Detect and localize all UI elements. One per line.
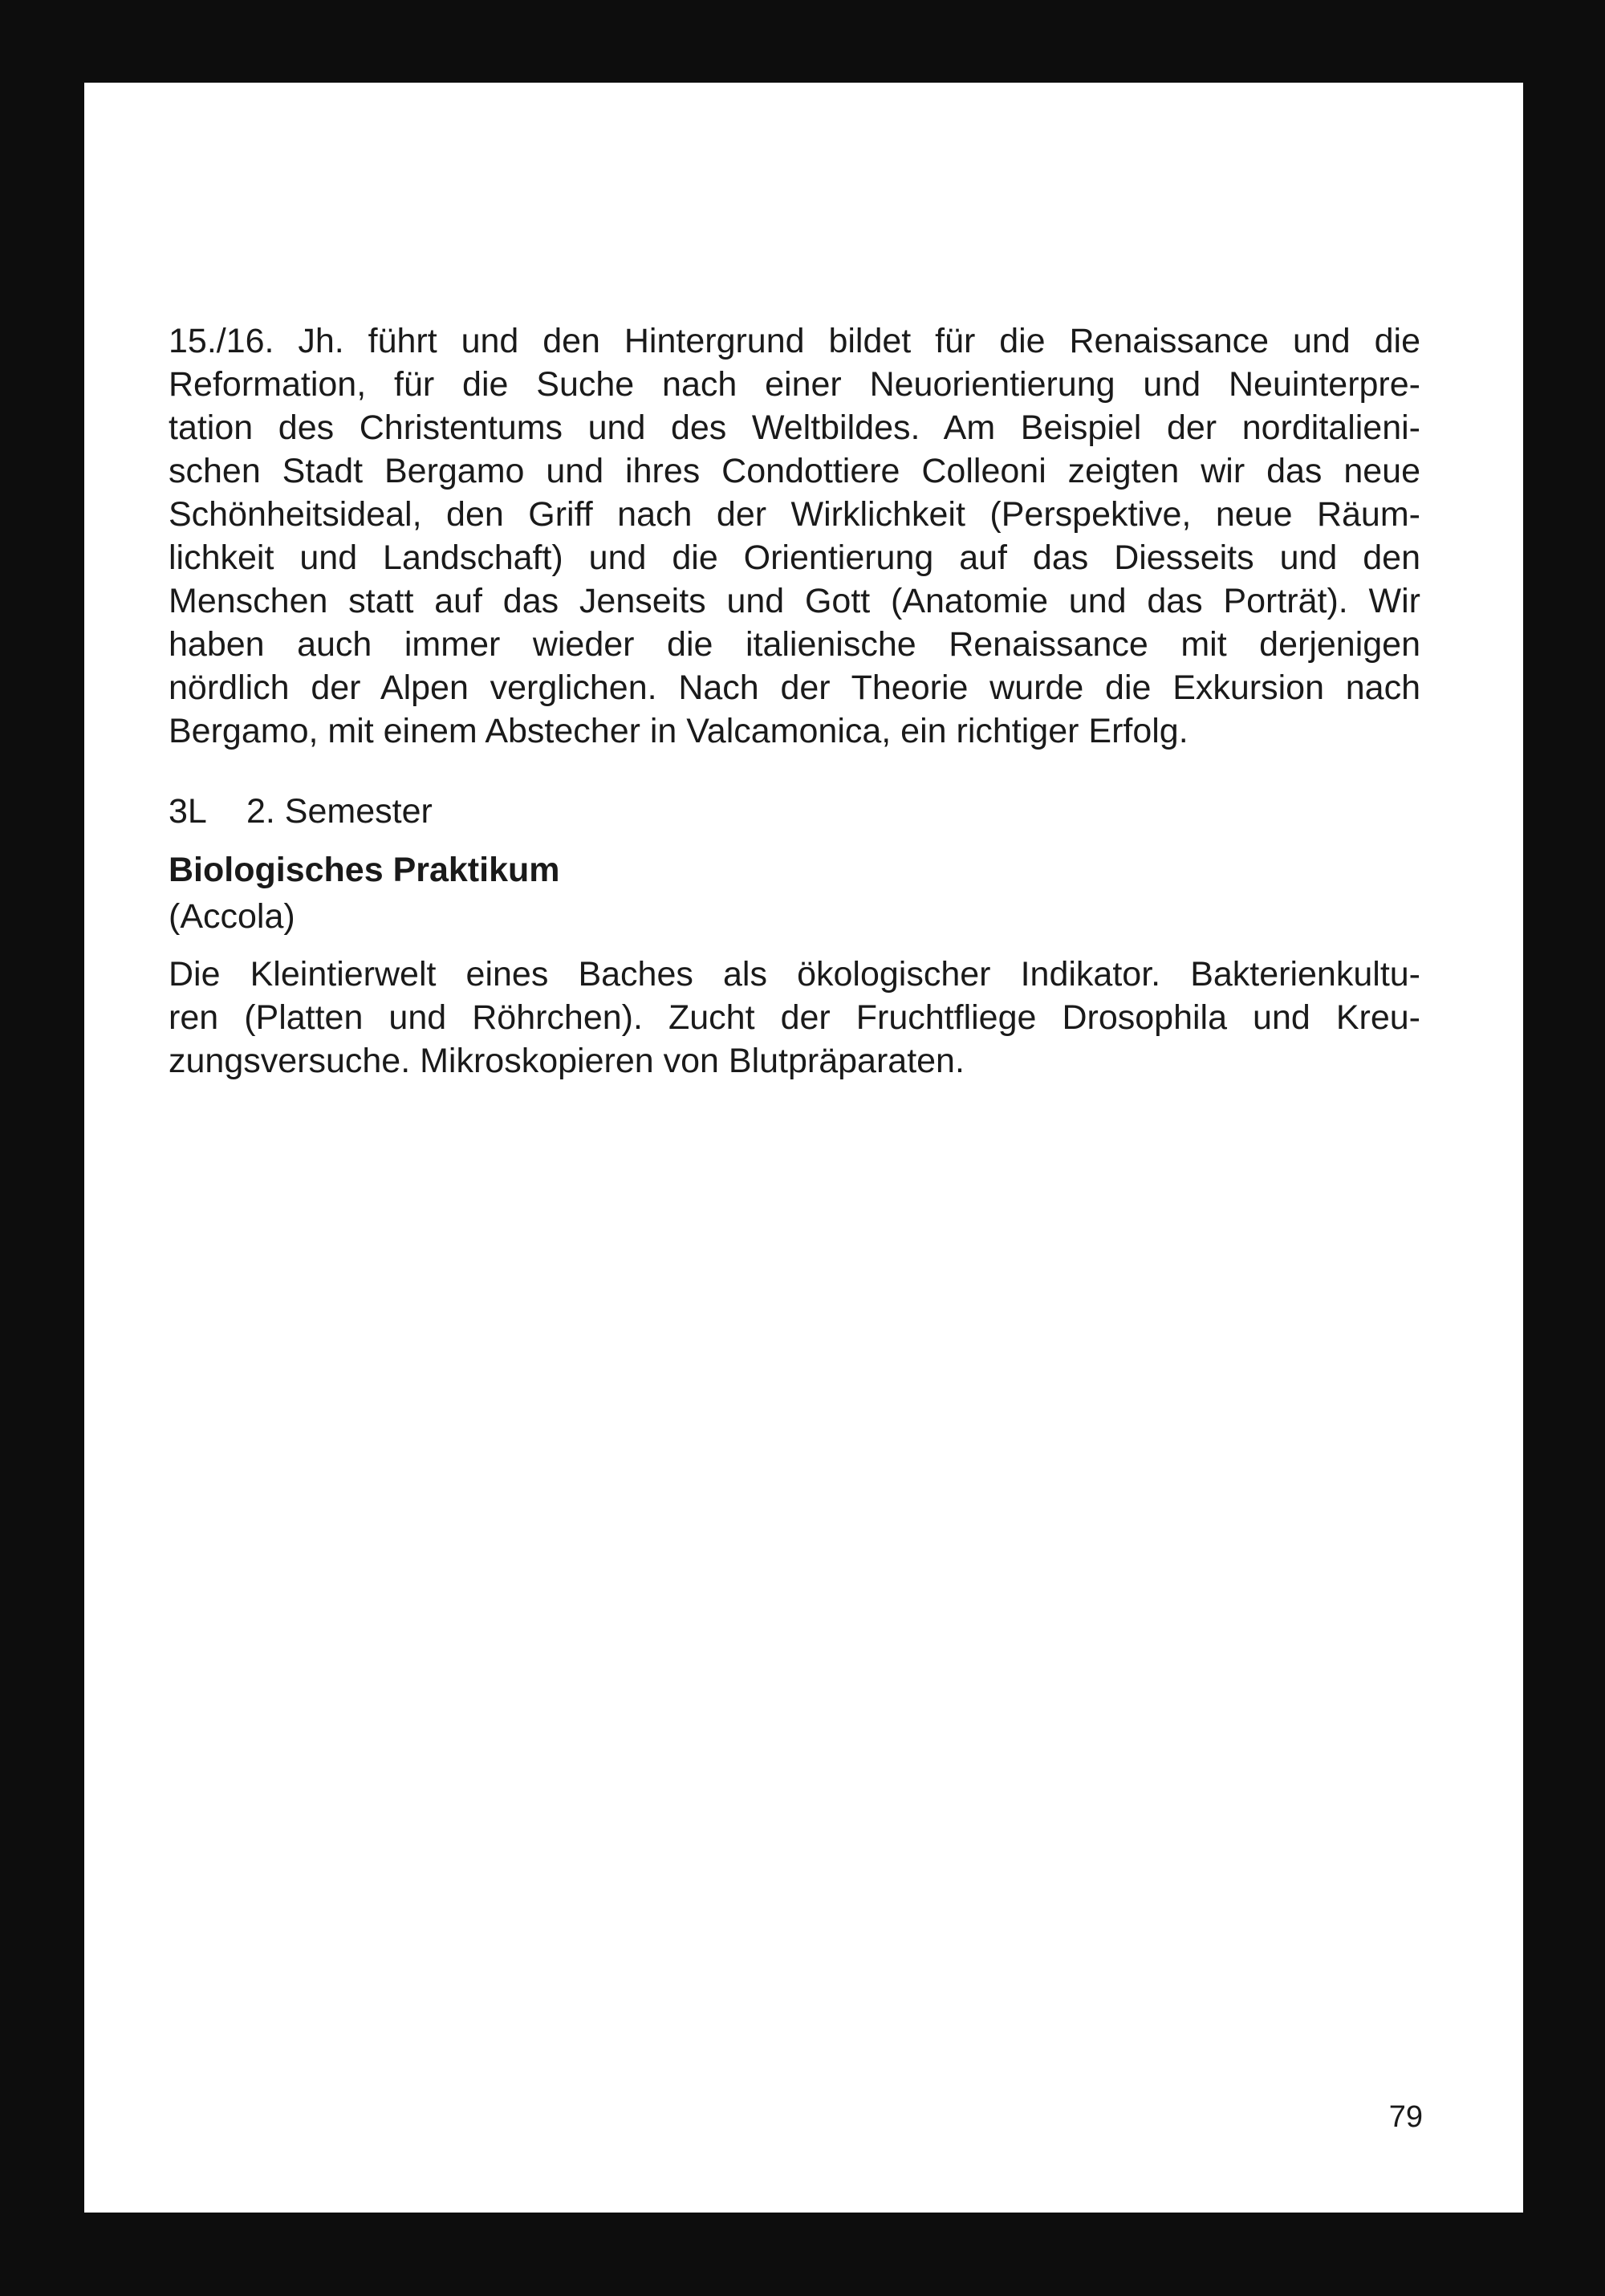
paragraph-2-line-2: ren (Platten und Röhrchen). Zucht der Fruchtfliege Drosophila und Kreu- <box>169 998 1420 1037</box>
paragraph-2-line-1: Die Kleintierwelt eines Baches als ökologischer Indikator. Bakterienkultu- <box>169 955 1420 994</box>
paragraph-1-line-5: Schönheitsideal, den Griff nach der Wirklichkeit (Perspektive, neue Räum- <box>169 495 1420 534</box>
paragraph-1-line-3: tation des Christentums und des Weltbildes. Am Beispiel der norditalieni- <box>169 408 1420 447</box>
course-instructor: (Accola) <box>169 897 295 936</box>
page-number: 79 <box>1388 2100 1423 2134</box>
paragraph-1-line-2: Reformation, für die Suche nach einer Neuorientierung und Neuinterpre- <box>169 365 1420 404</box>
paragraph-1-line-10: Bergamo, mit einem Abstecher in Valcamonica, ein richtiger Erfolg. <box>169 712 1189 750</box>
document-page <box>84 83 1523 2213</box>
paragraph-1-line-6: lichkeit und Landschaft) und die Orientierung auf das Diesseits und den <box>169 538 1420 577</box>
paragraph-1-line-1: 15./16. Jh. führt und den Hintergrund bildet für die Renaissance und die <box>169 322 1420 360</box>
paragraph-1-line-9: nördlich der Alpen verglichen. Nach der Theorie wurde die Exkursion nach <box>169 668 1420 707</box>
semester-label: 2. Semester <box>246 792 433 831</box>
paragraph-2-line-3: zungsversuche. Mikroskopieren von Blutpräparaten. <box>169 1042 965 1080</box>
paragraph-1-line-4: schen Stadt Bergamo und ihres Condottiere Colleoni zeigten wir das neue <box>169 452 1420 490</box>
course-title: Biologisches Praktikum <box>169 851 560 889</box>
course-code: 3L <box>169 792 207 831</box>
paragraph-1-line-7: Menschen statt auf das Jenseits und Gott (Anatomie und das Porträt). Wir <box>169 582 1420 620</box>
paragraph-1-line-8: haben auch immer wieder die italienische Renaissance mit derjenigen <box>169 625 1420 664</box>
